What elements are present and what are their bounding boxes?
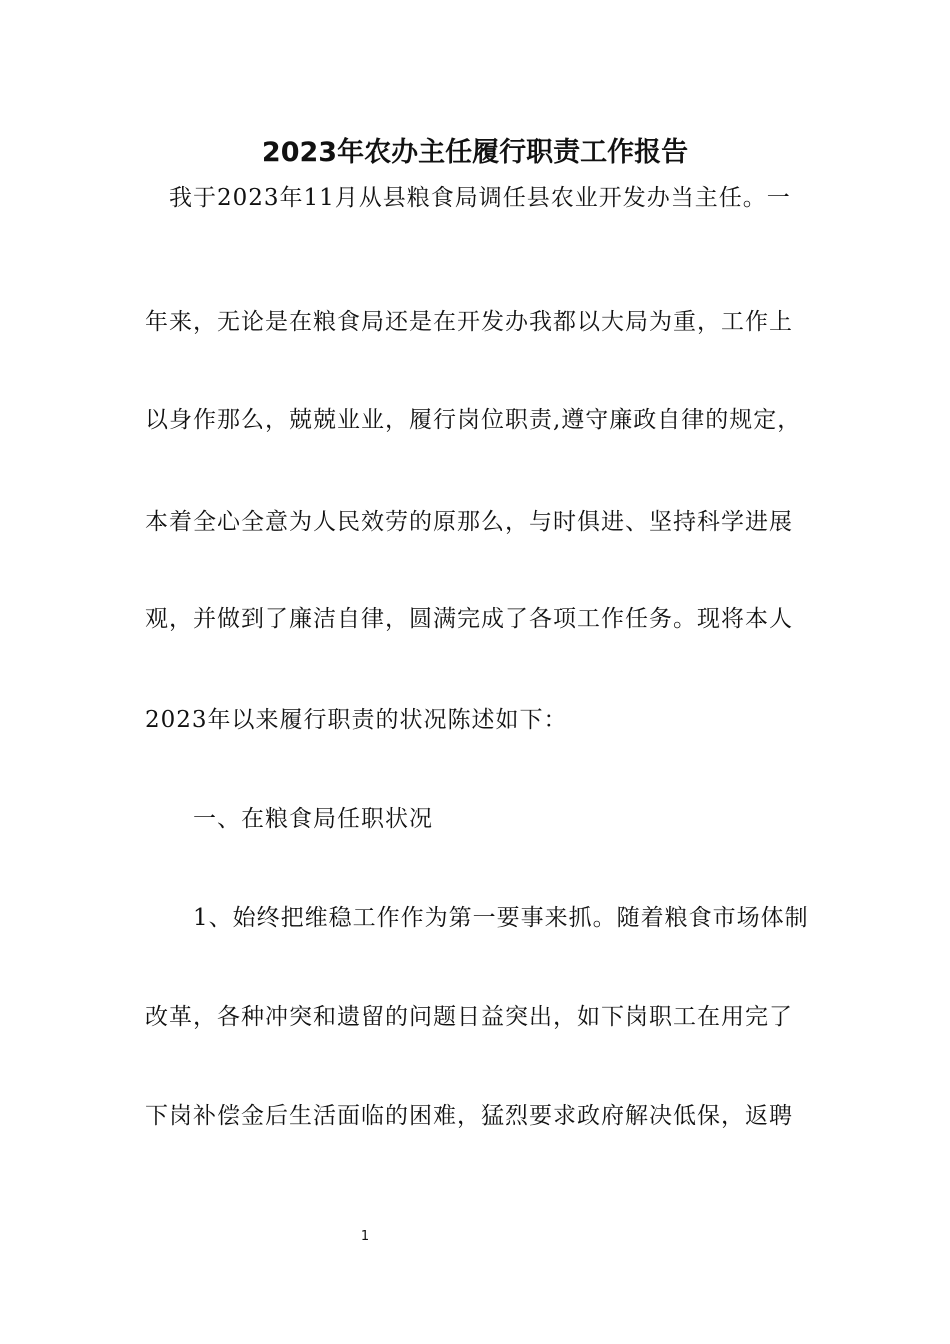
body-line-3: 以身作那么，兢兢业业，履行岗位职责,遵守廉政自律的规定， <box>145 407 802 433</box>
body-line-8: 1、始终把维稳工作作为第一要事来抓。随着粮食市场体制 <box>145 905 809 931</box>
body-line-5: 观，并做到了廉洁自律，圆满完成了各项工作任务。现将本人 <box>145 606 793 632</box>
document-title: 2023年农办主任履行职责工作报告 <box>261 137 689 168</box>
body-line-9: 改革，各种冲突和遗留的问题日益突出，如下岗职工在用完了 <box>145 1004 793 1030</box>
body-line-1: 我于2023年11月从县粮食局调任县农业开发办当主任。一 <box>145 185 791 211</box>
body-line-10: 下岗补偿金后生活面临的困难，猛烈要求政府解决低保，返聘 <box>145 1103 793 1129</box>
body-line-4: 本着全心全意为人民效劳的原那么，与时俱进、坚持科学进展 <box>145 509 793 535</box>
body-line-2: 年来，无论是在粮食局还是在开发办我都以大局为重，工作上 <box>145 309 793 335</box>
body-line-6: 2023年以来履行职责的状况陈述如下： <box>145 707 568 733</box>
page-number: 1 <box>360 1229 370 1244</box>
section-heading-1: 一、在粮食局任职状况 <box>145 806 433 832</box>
